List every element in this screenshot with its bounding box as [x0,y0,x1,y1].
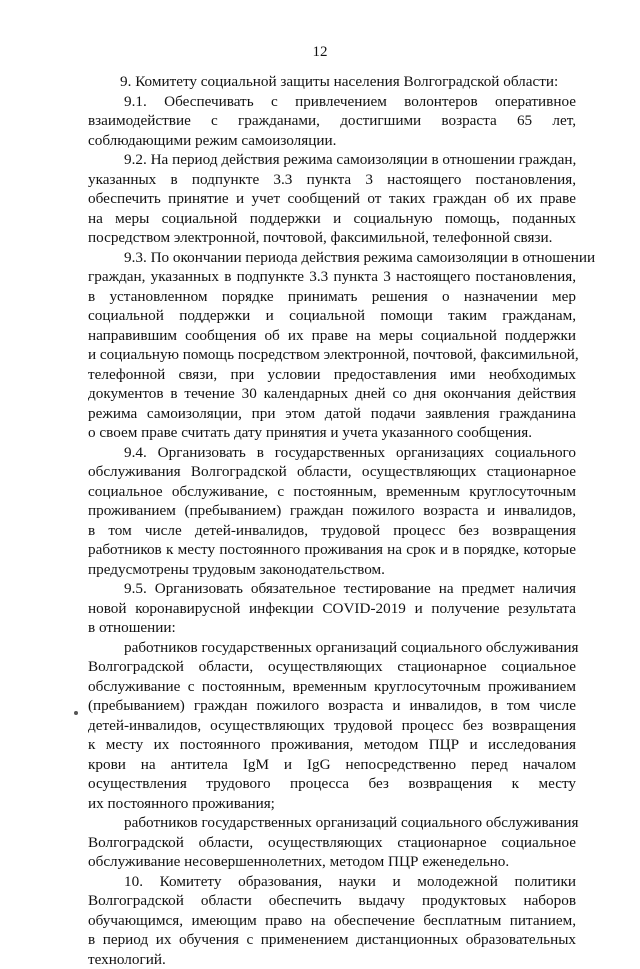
paragraph-line: новой коронавирусной инфекции COVID-2019 и получение результата [88,599,576,619]
paragraph-line: телефонной связи, при условии предоставления ими необходимых [88,365,576,385]
paragraph-line: в установленном порядке принимать решения о назначении мер [88,287,576,307]
paragraph-line: 9.5. Организовать обязательное тестирование на предмет наличия [88,579,576,599]
paragraph-line: работников государственных организаций социального обслуживания [88,813,576,833]
paragraph-line: 9. Комитету социальной защиты населения Волгоградской области: [88,72,576,92]
paragraph-line: режима самоизоляции, при этом датой подачи заявления гражданина [88,404,576,424]
paragraph-9-5-item-1 [88,638,576,814]
paragraph-line: работников государственных организаций социального обслуживания [88,638,576,658]
paragraph-line: Волгоградской области, осуществляющих стационарное социальное [88,833,576,853]
paragraph-line: к месту их постоянного проживания, методом ПЦР и исследования [88,735,576,755]
paragraph-9-2 [88,150,576,248]
paragraph-line: Волгоградской области обеспечить выдачу продуктовых наборов [88,891,576,911]
paragraph-line: 9.2. На период действия режима самоизоляции в отношении граждан, [88,150,576,170]
paragraph-line: документов в течение 30 календарных дней со дня окончания действия [88,384,576,404]
paragraph-line: на меры социальной поддержки и социальную помощь, поданных [88,209,576,229]
paragraph-line: в период их обучения с применением дистанционных образовательных [88,930,576,950]
paragraph-line: обучающимся, имеющим право на обеспечение бесплатным питанием, [88,911,576,931]
paragraph-line: 9.3. По окончании периода действия режима самоизоляции в отношении [88,248,576,268]
paragraph-line: 10. Комитету образования, науки и молодежной политики [88,872,576,892]
paragraph-9-1 [88,92,576,151]
document-body [88,72,576,969]
paragraph-line: (пребыванием) граждан пожилого возраста и инвалидов, в том числе [88,696,576,716]
paragraph-9-5-item-2 [88,813,576,872]
paragraph-line: предусмотрены трудовым законодательством. [88,560,576,580]
paragraph-line: направившим сообщения об их праве на меры социальной поддержки [88,326,576,346]
paragraph-line: в отношении: [88,618,576,638]
paragraph-line: их постоянного проживания; [88,794,576,814]
paragraph-line: технологий. [88,950,576,969]
paragraph-line: Волгоградской области, осуществляющих стационарное социальное [88,657,576,677]
paragraph-line: о своем праве считать дату принятия и учета указанного сообщения. [88,423,576,443]
paragraph-9-5 [88,579,576,638]
paragraph-line: в том числе детей-инвалидов, трудовой процесс без возвращения [88,521,576,541]
paragraph-line: обслуживание с постоянным, временным круглосуточным проживанием [88,677,576,697]
paragraph-9-4 [88,443,576,580]
paragraph-9-3 [88,248,576,443]
paragraph-line: посредством электронной, почтовой, факсимильной, телефонной связи. [88,228,576,248]
paragraph-line: и социальную помощь посредством электронной, почтовой, факсимильной, [88,345,576,365]
paragraph-line: обслуживания Волгоградской области, осуществляющих стационарное [88,462,576,482]
paragraph-line: соблюдающими режим самоизоляции. [88,131,576,151]
paragraph-line: 9.1. Обеспечивать с привлечением волонтеров оперативное [88,92,576,112]
paragraph-line: обслуживание несовершеннолетних, методом ПЦР еженедельно. [88,852,576,872]
paragraph-line: проживанием (пребыванием) граждан пожилого возраста и инвалидов, [88,501,576,521]
paragraph-line: указанных в подпункте 3.3 пункта 3 настоящего постановления, [88,170,576,190]
paragraph-line: взаимодействие с гражданами, достигшими возраста 65 лет, [88,111,576,131]
margin-mark [74,711,78,715]
paragraph-line: осуществления трудового процесса без возвращения к месту [88,774,576,794]
paragraph-line: социальное обслуживание, с постоянным, временным круглосуточным [88,482,576,502]
paragraph-line: обеспечить принятие и учет сообщений от таких граждан об их праве [88,189,576,209]
paragraph-line: социальной поддержки и социальной помощи таким гражданам, [88,306,576,326]
paragraph-line: крови на антитела IgM и IgG непосредственно перед началом [88,755,576,775]
paragraph-line: работников к месту постоянного проживания на срок и в порядке, которые [88,540,576,560]
page-number: 12 [0,44,640,61]
paragraph-line: 9.4. Организовать в государственных организациях социального [88,443,576,463]
paragraph-10 [88,872,576,969]
paragraph-line: граждан, указанных в подпункте 3.3 пункта 3 настоящего постановления, [88,267,576,287]
paragraph-9 [88,72,576,92]
paragraph-line: детей-инвалидов, осуществляющих трудовой процесс без возвращения [88,716,576,736]
